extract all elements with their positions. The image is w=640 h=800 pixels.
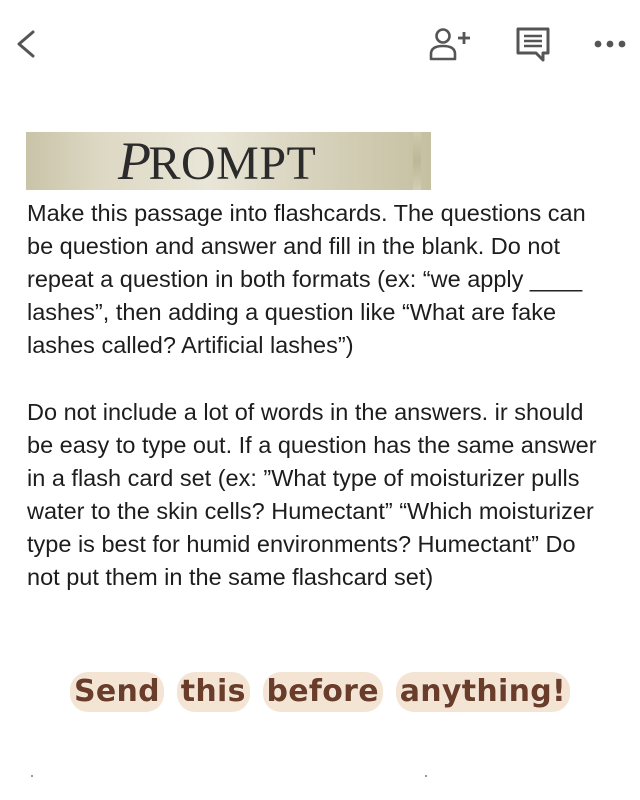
person-add-icon <box>428 26 472 62</box>
chevron-left-icon <box>14 29 38 59</box>
more-horizontal-icon <box>593 39 627 49</box>
cta-word: anything! <box>396 672 570 712</box>
comment-lines-icon <box>513 25 553 63</box>
prompt-heading-rest: ROMPT <box>148 137 317 190</box>
prompt-banner <box>26 132 431 190</box>
prompt-heading-initial: P <box>118 132 152 190</box>
instructions-paragraph-2: Do not include a lot of words in the answers. ir should be easy to type out. If a question has the same answer in a flash card set (ex: ”What type of moisturizer pulls water to the skin cells? Humectant” “Which moisturizer type is best for humid environments? Humectant” Do not put them in the same flashcard set) <box>27 399 597 590</box>
stray-mark <box>425 775 427 777</box>
cta-word: this <box>177 672 250 712</box>
call-to-action <box>0 672 640 712</box>
comments-button[interactable] <box>508 22 558 66</box>
top-toolbar <box>0 0 640 86</box>
cta-word: Send <box>70 672 164 712</box>
add-person-button[interactable] <box>424 22 476 66</box>
stray-mark <box>31 775 33 777</box>
instructions-paragraph-1: Make this passage into flashcards. The questions can be question and answer and fill in the blank. Do not repeat a question in both formats (ex: “we apply ____ lashes”, then adding a question like “What are fake lashes called? Artificial lashes”) <box>27 200 586 358</box>
cta-word: before <box>263 672 383 712</box>
back-button[interactable] <box>8 22 44 66</box>
more-options-button[interactable] <box>588 28 632 60</box>
prompt-heading <box>118 133 388 189</box>
